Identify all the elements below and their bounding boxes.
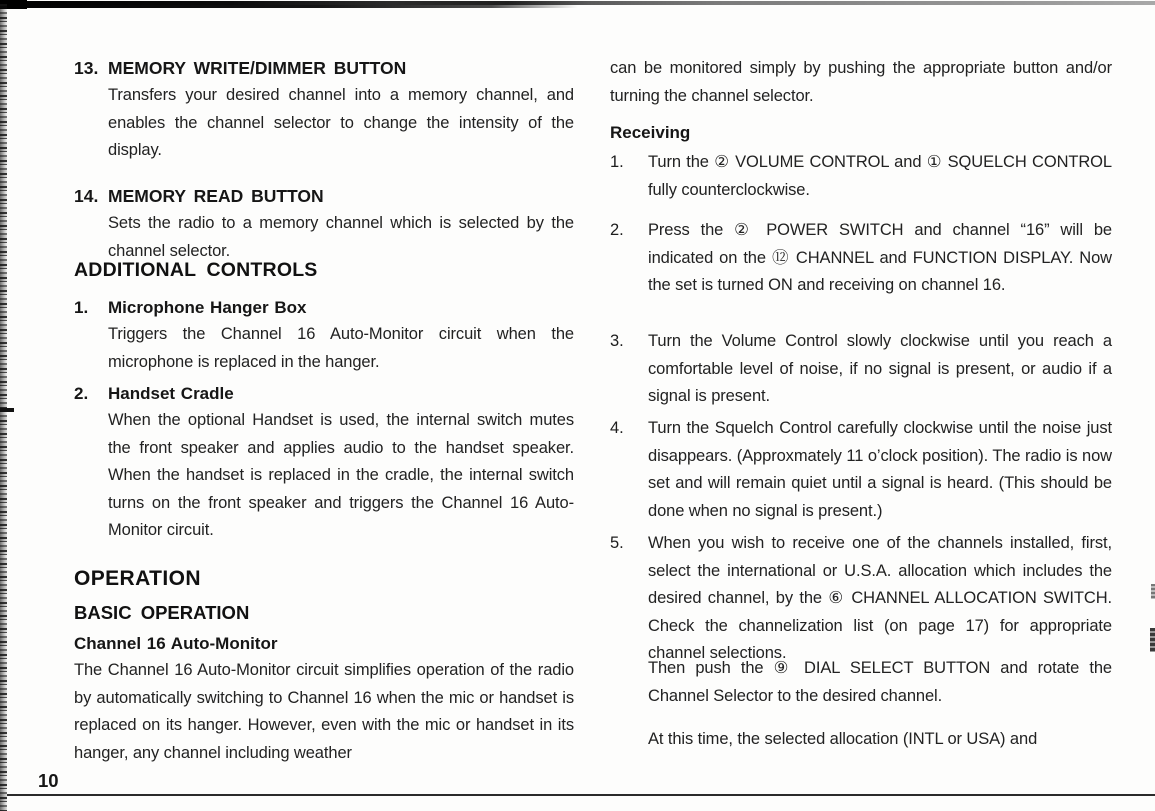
section-channel16-auto-monitor [74, 630, 574, 767]
step-5-paragraph-3: At this time, the selected allocation (INTL or USA) and [648, 730, 1038, 748]
step-number: 3. [610, 332, 624, 350]
receiving-step-3 [610, 328, 1112, 411]
receiving-step-2 [610, 217, 1112, 300]
item-number: 14. [74, 186, 99, 206]
receiving-step-4 [610, 415, 1112, 525]
section-title: Channel 16 Auto-Monitor [74, 634, 278, 653]
section-memory-read [74, 183, 574, 265]
step-body: Turn the Volume Control slowly clockwise until you reach a comfortable level of noise, if no signal is present, or audio if a signal is present. [648, 332, 1112, 405]
page-number: 10 [38, 770, 59, 791]
step-number: 1. [610, 153, 624, 171]
scan-right-edge-mark [1150, 628, 1155, 652]
step-number: 2. [610, 221, 624, 239]
section-body: When the optional Handset is used, the internal switch mutes the front speaker and applies audio to the handset speaker. When the handset is replaced in the cradle, the internal switch turns on the front speaker and triggers the Channel 16 Auto-Monitor circuit. [108, 411, 574, 539]
item-number: 1. [74, 298, 89, 317]
step-body: Turn the Squelch Control carefully clockwise until the noise just disappears. (Approxmately 11 o’clock position). The radio is now set and will remain quiet until a signal is heard. (This should be done when no signal is present.) [648, 419, 1112, 520]
scan-bottom-edge-line [7, 794, 1155, 796]
step-body: Press the ② POWER SWITCH and channel “16” will be indicated on the ⑫ CHANNEL and FUNCTION DISPLAY. Now the set is turned ON and receiving on channel 16. [648, 221, 1112, 294]
heading-basic-operation: BASIC OPERATION [74, 602, 250, 623]
scan-left-tick-mark [0, 408, 14, 412]
section-title: MEMORY READ BUTTON [108, 186, 324, 206]
step-body: Turn the ② VOLUME CONTROL and ① SQUELCH CONTROL fully counterclockwise. [648, 153, 1112, 199]
section-handset-cradle [74, 380, 574, 545]
heading-operation: OPERATION [74, 567, 201, 590]
step-number: 4. [610, 419, 624, 437]
step-number: 5. [610, 534, 624, 552]
receiving-step-1 [610, 149, 1112, 204]
heading-receiving: Receiving [610, 123, 691, 142]
section-title: Handset Cradle [108, 384, 234, 403]
section-body: Triggers the Channel 16 Auto-Monitor circuit when the microphone is replaced in the hanger. [108, 325, 574, 371]
section-microphone-hanger-box [74, 294, 574, 376]
section-body: The Channel 16 Auto-Monitor circuit simplifies operation of the radio by automatically switching to Channel 16 when the mic or handset is replaced on its hanger. However, even with the mic or handset in its hanger, any channel including weather [74, 661, 574, 762]
receiving-step-5 [610, 530, 1112, 668]
scan-right-edge-mark [1151, 584, 1155, 599]
heading-additional-controls: ADDITIONAL CONTROLS [74, 259, 318, 281]
intro-paragraph: can be monitored simply by pushing the appropriate button and/or turning the channel selector. [610, 59, 1112, 105]
section-body: Sets the radio to a memory channel which is selected by the channel selector. [108, 214, 574, 260]
section-title: MEMORY WRITE/DIMMER BUTTON [108, 58, 407, 78]
scan-top-edge-line-thick [0, 5, 578, 8]
step-5-paragraph-2: Then push the ⑨ DIAL SELECT BUTTON and rotate the Channel Selector to the desired channel. [648, 659, 1112, 705]
section-body: Transfers your desired channel into a memory channel, and enables the channel selector to change the intensity of the display. [108, 86, 574, 159]
section-title: Microphone Hanger Box [108, 298, 307, 317]
item-number: 2. [74, 384, 89, 403]
item-number: 13. [74, 58, 99, 78]
section-memory-write-dimmer [74, 55, 574, 165]
step-body: When you wish to receive one of the channels installed, first, select the international or U.S.A. allocation which includes the desired channel, by the ⑥ CHANNEL ALLOCATION SWITCH. Check the channelization list (on page 17) for appropriate channel selections. [648, 534, 1112, 662]
